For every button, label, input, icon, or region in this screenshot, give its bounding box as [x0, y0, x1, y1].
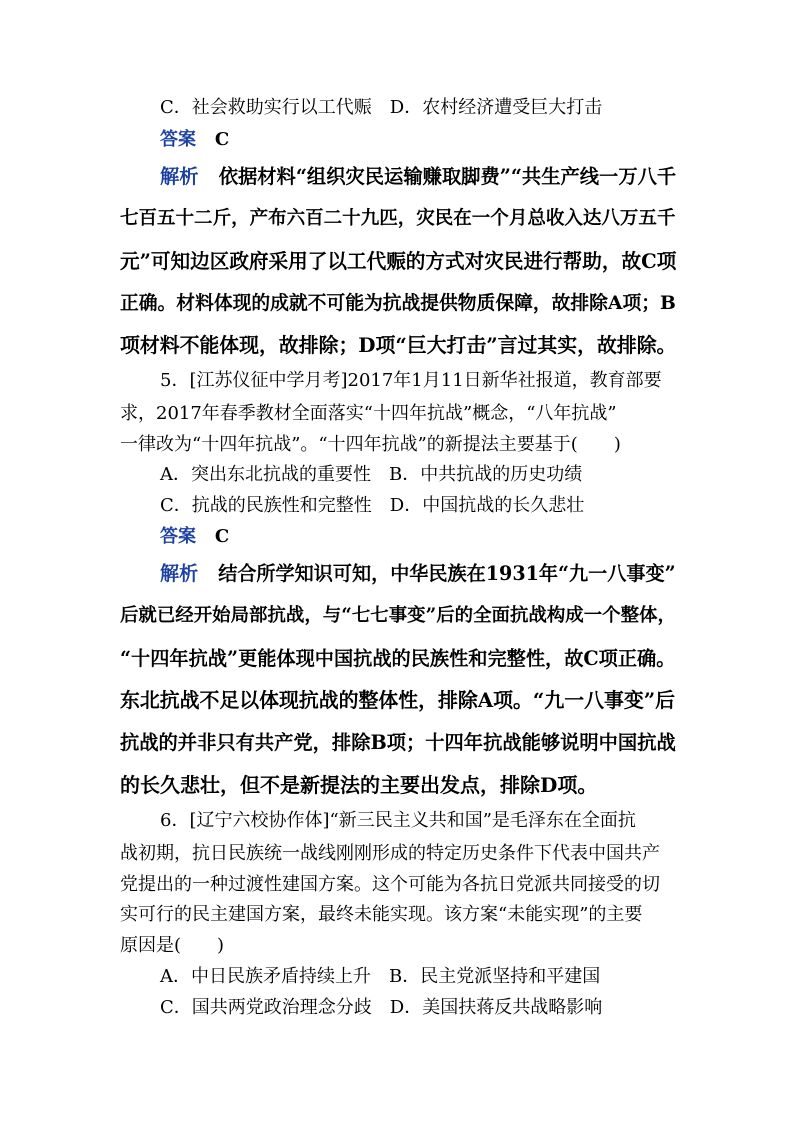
analysis-tag: 解析 — [160, 165, 199, 188]
q6-options-cd — [160, 999, 602, 1017]
q4-analysis-line-5: 项材料不能体现，故排除；D项“巨大打击”言过其实，故排除。 — [120, 333, 677, 357]
q6-option-b: B．民主党派坚持和平建国 — [389, 966, 601, 987]
q4-option-d: D．农村经济遭受巨大打击 — [389, 97, 603, 118]
q4-analysis-text: 依据材料“组织灾民运输赚取脚费”“共生产线一万八千 — [218, 165, 677, 188]
q5-option-d: D．中国抗战的长久悲壮 — [389, 495, 585, 516]
q6-options-ab — [160, 968, 600, 986]
q6-stem-line-3: 党提出的一种过渡性建国方案。这个可能为各抗日党派共同接受的切 — [120, 874, 660, 895]
q5-analysis-line-5: 抗战的并非只有共产党，排除B项；十四年抗战能够说明中国抗战 — [120, 731, 676, 754]
q6-option-d: D．美国扶蒋反共战略影响 — [389, 997, 603, 1018]
q5-analysis-line-4: 东北抗战不足以体现抗战的整体性，排除A项。“九一八事变”后 — [120, 688, 676, 712]
q5-analysis-line-3: “十四年抗战”更能体现中国抗战的民族性和完整性，故C项正确。 — [120, 647, 676, 670]
q5-answer-line — [160, 528, 229, 546]
q5-options-cd — [160, 497, 584, 515]
q5-stem-line-3: 一律改为“十四年抗战”。“十四年抗战”的新提法主要基于( ) — [120, 434, 621, 455]
q6-stem-line-2: 战初期，抗日民族统一战线刚刚形成的特定历史条件下代表中国共产 — [120, 843, 660, 864]
q5-option-b: B．中共抗战的历史功绩 — [389, 464, 583, 485]
analysis-tag: 解析 — [160, 562, 199, 585]
q4-analysis-line-3: 元”可知边区政府采用了以工代赈的方式对灾民进行帮助，故C项 — [120, 250, 677, 273]
q4-analysis-line-1 — [160, 167, 676, 186]
q5-analysis-text: 结合所学知识可知，中华民族在1931年“九一八事变” — [218, 562, 676, 585]
q6-option-a: A．中日民族矛盾持续上升 — [160, 966, 371, 987]
q4-analysis-line-2: 七百五十二斤，产布六百二十九匹，灾民在一个月总收入达八万五千 — [120, 208, 676, 229]
q4-answer-line — [160, 131, 229, 149]
q4-option-c: C．社会救助实行以工代赈 — [160, 97, 372, 118]
q4-answer-value: C — [214, 129, 230, 150]
q5-options-ab — [160, 466, 582, 484]
q5-stem-line-1: 5．[江苏仪征中学月考]2017年1月11日新华社报道，教育部要 — [160, 370, 662, 391]
q6-stem-line-1: 6．[辽宁六校协作体]“新三民主义共和国”是毛泽东在全面抗 — [160, 810, 636, 831]
q5-stem-line-2: 求，2017年春季教材全面落实“十四年抗战”概念，“八年抗战” — [120, 403, 617, 424]
q5-answer-value: C — [214, 526, 230, 547]
answer-tag: 答案 — [160, 526, 196, 547]
q5-analysis-line-2: 后就已经开始局部抗战，与“七七事变”后的全面抗战构成一个整体， — [120, 605, 676, 626]
q5-option-c: C．抗战的民族性和完整性 — [160, 495, 372, 516]
answer-tag: 答案 — [160, 129, 196, 150]
q5-option-a: A．突出东北抗战的重要性 — [160, 464, 371, 485]
q5-analysis-line-1 — [160, 564, 676, 583]
q6-stem-line-5: 原因是( ) — [120, 935, 225, 956]
q5-analysis-line-6: 的长久悲壮，但不是新提法的主要出发点，排除D项。 — [120, 773, 598, 797]
q6-stem-line-4: 实可行的民主建国方案，最终未能实现。该方案“未能实现”的主要 — [120, 904, 643, 925]
q6-option-c: C．国共两党政治理念分歧 — [160, 997, 372, 1018]
q4-analysis-line-4: 正确。材料体现的成就不可能为抗战提供物质保障，故排除A项；B — [120, 292, 676, 314]
q4-options-cd — [160, 99, 602, 117]
